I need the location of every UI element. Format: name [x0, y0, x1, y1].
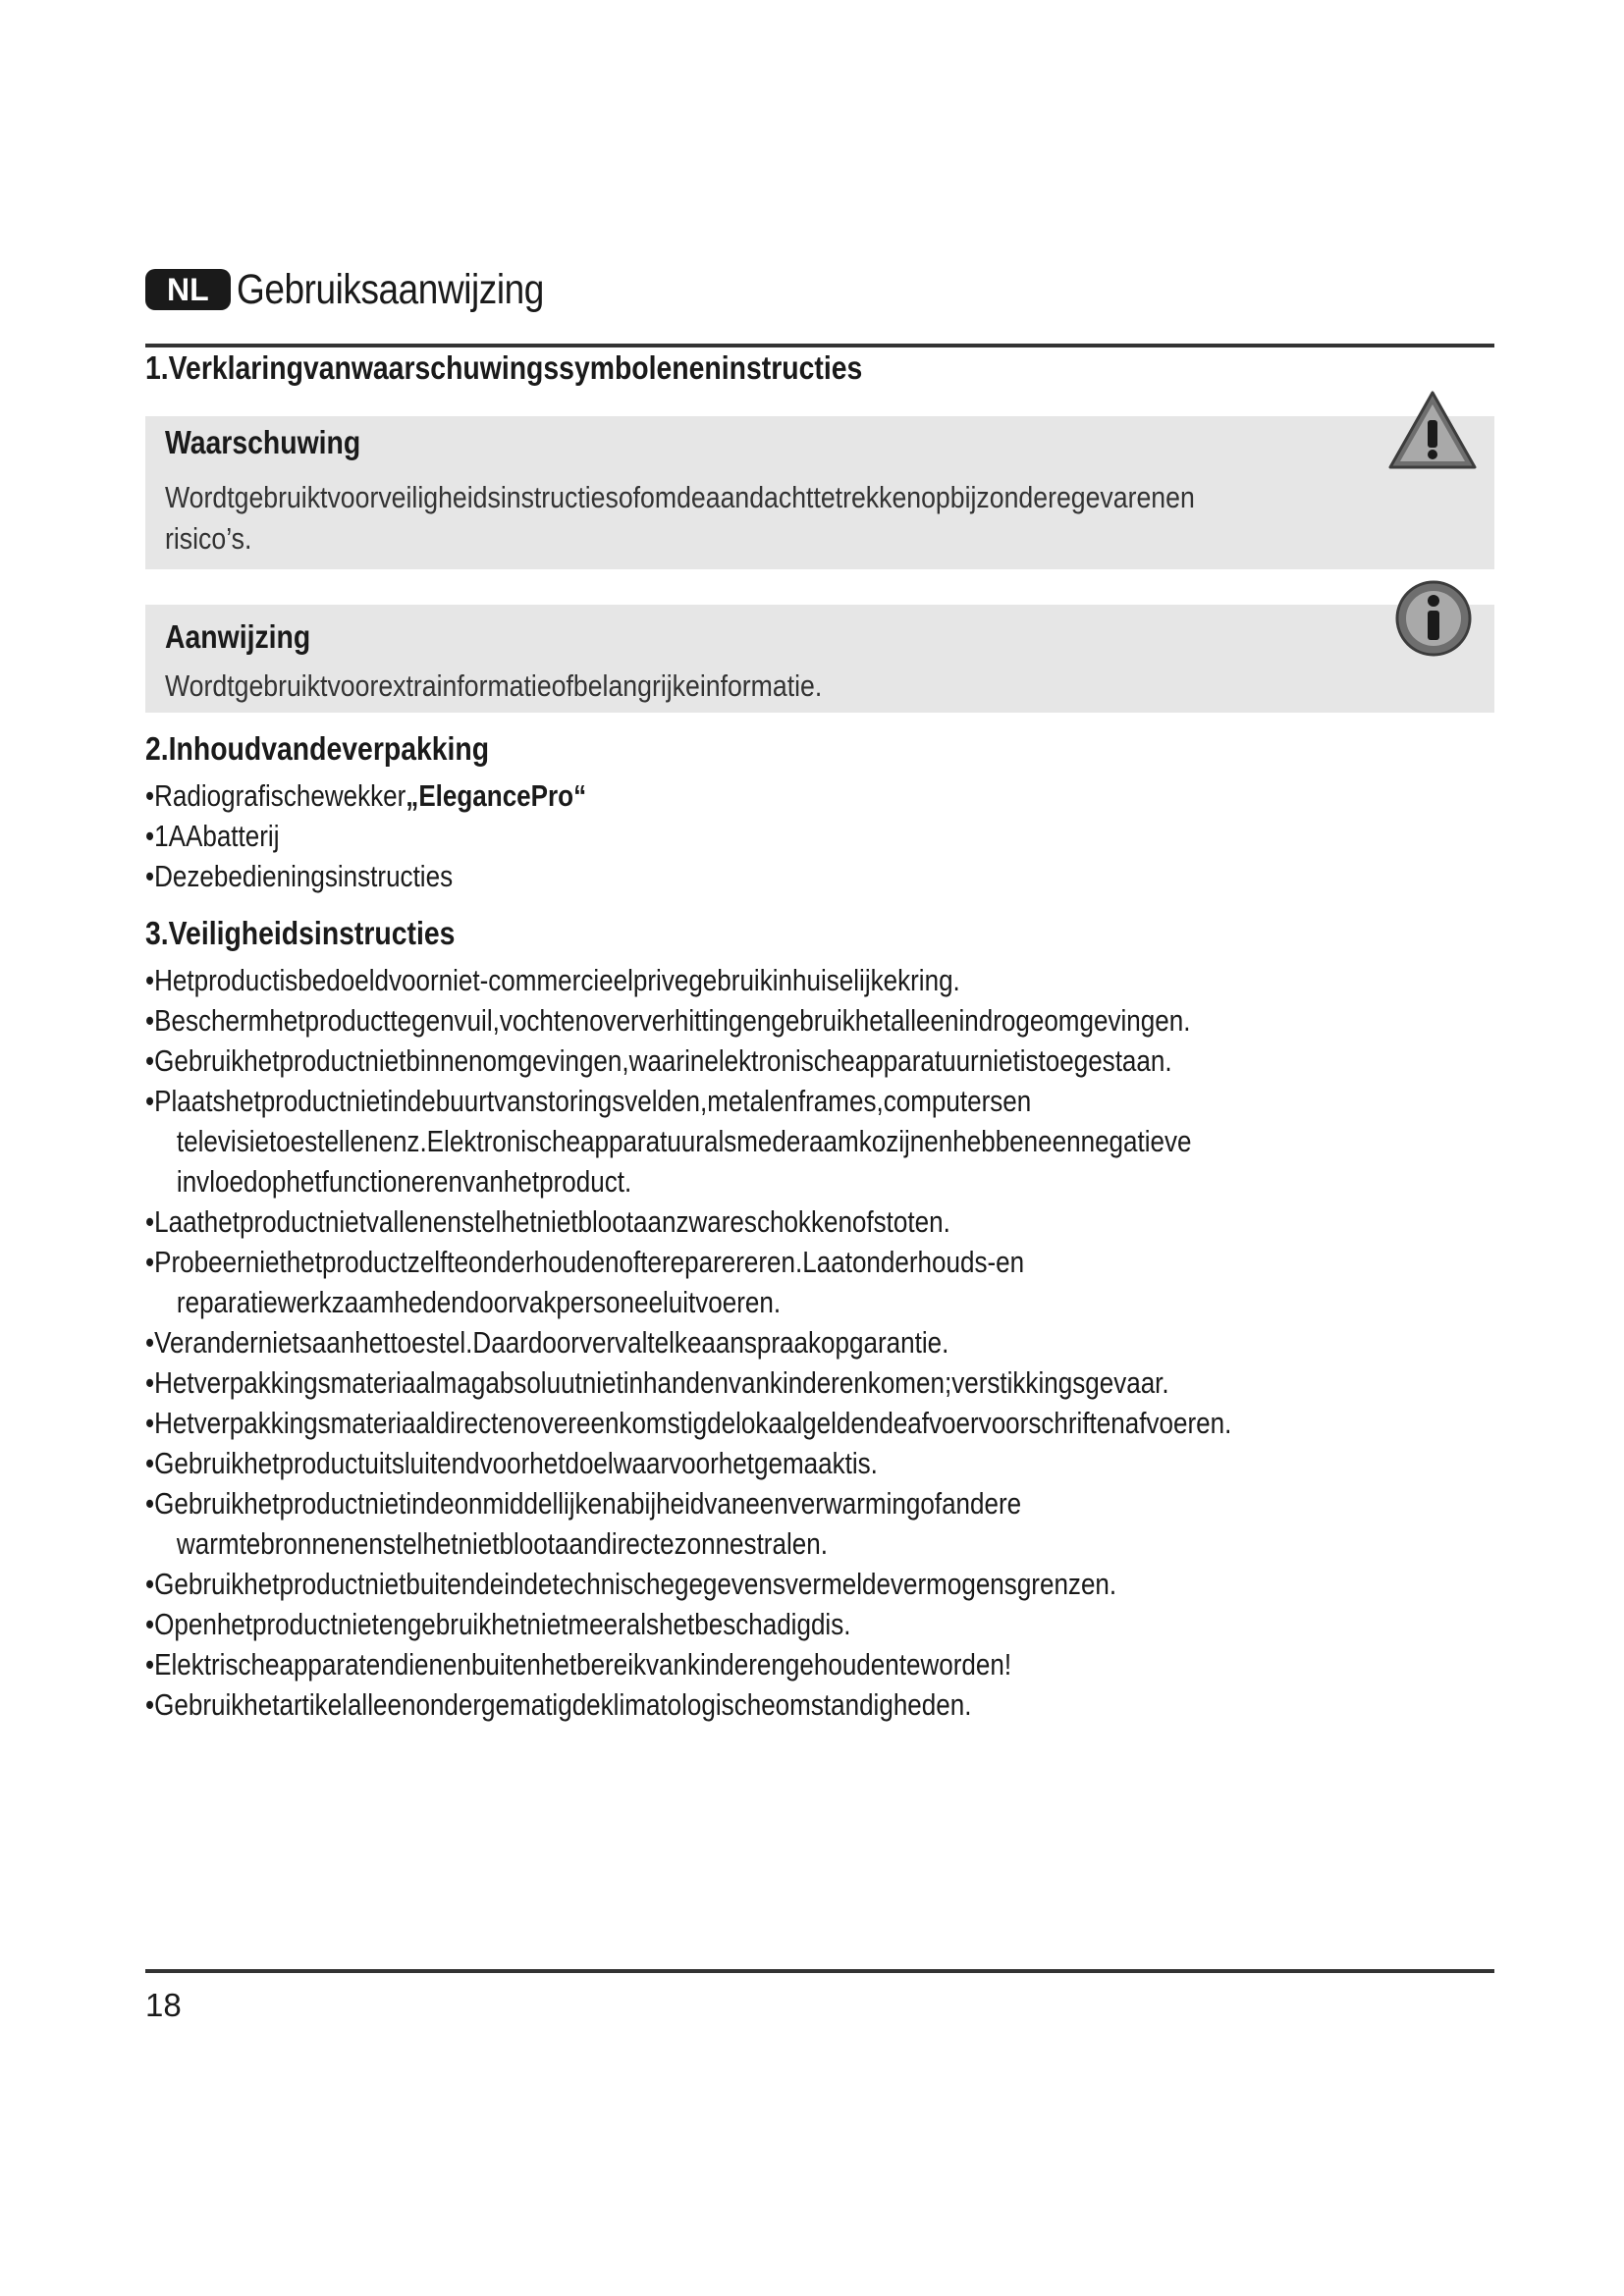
- safety-list-item: [145, 1604, 1494, 1644]
- note-text-line: Wordtgebruiktvoorextrainformatieofbelangrijkeinformatie.: [165, 668, 823, 703]
- safety-item-line: •Gebruikhetproductnietbinnenomgevingen,waarinelektronischeapparatuurnietistoegestaan.: [145, 1043, 1172, 1078]
- safety-item-line: televisietoestellenenz.Elektronischeapparatuuralsmederaamkozijnenhebbeneennegatieve: [176, 1124, 1192, 1158]
- safety-item-line: reparatiewerkzaamhedendoorvakpersoneeluitvoeren.: [176, 1285, 782, 1319]
- safety-item-line: •Gebruikhetproductnietindeonmiddellijkenabijheidvaneenverwarmingofandere: [145, 1486, 1022, 1521]
- safety-list-item: [145, 1564, 1494, 1604]
- page-number: 18: [145, 1987, 182, 2023]
- safety-list-item: [145, 1201, 1494, 1242]
- safety-list-item: [145, 1242, 1494, 1322]
- section-1-title: 1.Verklaringvanwaarschuwingssymboleneninstructies: [145, 349, 863, 386]
- safety-item-line: •Gebruikhetproductuitsluitendvoorhetdoelwaarvoorhetgemaaktis.: [145, 1446, 878, 1480]
- list-item: •Radiografischewekker„ElegancePro“: [145, 778, 587, 813]
- product-name: „ElegancePro“: [406, 778, 587, 813]
- note-box: [145, 605, 1494, 713]
- safety-list-item: [145, 1000, 1494, 1041]
- page-header: [145, 265, 594, 314]
- safety-list-item: [145, 1443, 1494, 1483]
- warning-text-line: Wordtgebruiktvoorveiligheidsinstructiesofomdeaandachttetrekkenopbijzonderegevarenen: [165, 480, 1195, 514]
- safety-list-item: [145, 1403, 1494, 1443]
- safety-list-item: [145, 1362, 1494, 1403]
- manual-page: [145, 0, 1494, 2296]
- safety-list-item: [145, 1322, 1494, 1362]
- warning-title: Waarschuwing: [165, 424, 361, 460]
- safety-item-line: •Probeerniethetproductzelfteonderhoudenoftereparereren.Laatonderhouds-en: [145, 1245, 1025, 1279]
- safety-item-line: •Beschermhetproducttegenvuil,vochtenoververhittingengebruikhetalleenindrogeomgevingen.: [145, 1003, 1191, 1038]
- footer-divider: [145, 1969, 1494, 1973]
- safety-item-line: invloedophetfunctionerenvanhetproduct.: [176, 1164, 632, 1199]
- warning-text-line: risico’s.: [165, 521, 252, 556]
- safety-list-item: [145, 960, 1494, 1000]
- warning-box: [145, 416, 1494, 569]
- safety-item-line: •Hetverpakkingsmateriaaldirectenovereenkomstigdelokaalgeldendeafvoervoorschriftenafvoeren.: [145, 1406, 1232, 1440]
- safety-item-line: warmtebronnenenstelhetnietblootaandirectezonnestralen.: [176, 1526, 828, 1561]
- safety-list-item: [145, 1081, 1494, 1201]
- safety-item-line: •Hetverpakkingsmateriaalmagabsoluutnietinhandenvankinderenkomen;verstikkingsgevaar.: [145, 1365, 1169, 1400]
- safety-item-line: •Plaatshetproductnietindebuurtvanstoringsvelden,metalenframes,computersen: [145, 1084, 1032, 1118]
- safety-list-item: [145, 1041, 1494, 1081]
- safety-item-line: •Gebruikhetproductnietbuitendeindetechnischegegevensvermeldevermogensgrenzen.: [145, 1567, 1117, 1601]
- safety-item-line: •Hetproductisbedoeldvoorniet-commercieelprivegebruikinhuiselijkekring.: [145, 963, 960, 997]
- note-text: [165, 666, 1441, 707]
- section-2-title: 2.Inhoudvandeverpakking: [145, 730, 490, 767]
- safety-item-line: •Gebruikhetartikelalleenondergematigdeklimatologischeomstandigheden.: [145, 1687, 972, 1722]
- warning-triangle-icon: [1386, 389, 1479, 471]
- safety-list-item: [145, 1483, 1494, 1564]
- warning-text: [165, 477, 1441, 560]
- info-circle-icon: [1394, 579, 1473, 658]
- safety-instructions-list: [145, 960, 1494, 1725]
- safety-list-item: [145, 1644, 1494, 1684]
- safety-item-line: •Openhetproductnietengebruikhetnietmeeralshetbeschadigdis.: [145, 1607, 851, 1641]
- safety-item-line: •Verandernietsaanhettoestel.Daardoorvervaltelkeaanspraakopgarantie.: [145, 1325, 949, 1360]
- safety-item-line: •Laathetproductnietvallenenstelhetnietblootaanzwareschokkenofstoten.: [145, 1204, 950, 1239]
- list-item: •1AAbatterij: [145, 819, 280, 853]
- list-item: •Dezebedieningsinstructies: [145, 859, 454, 893]
- document-title: Gebruiksaanwijzing: [236, 265, 544, 313]
- package-contents-list: [145, 775, 1494, 896]
- language-badge: NL: [145, 269, 231, 310]
- section-3-title: 3.Veiligheidsinstructies: [145, 915, 456, 951]
- safety-item-line: •Elektrischeapparatendienenbuitenhetbereikvankinderengehoudenteworden!: [145, 1647, 1012, 1682]
- note-title: Aanwijzing: [165, 618, 311, 655]
- header-divider: [145, 344, 1494, 347]
- safety-list-item: [145, 1684, 1494, 1725]
